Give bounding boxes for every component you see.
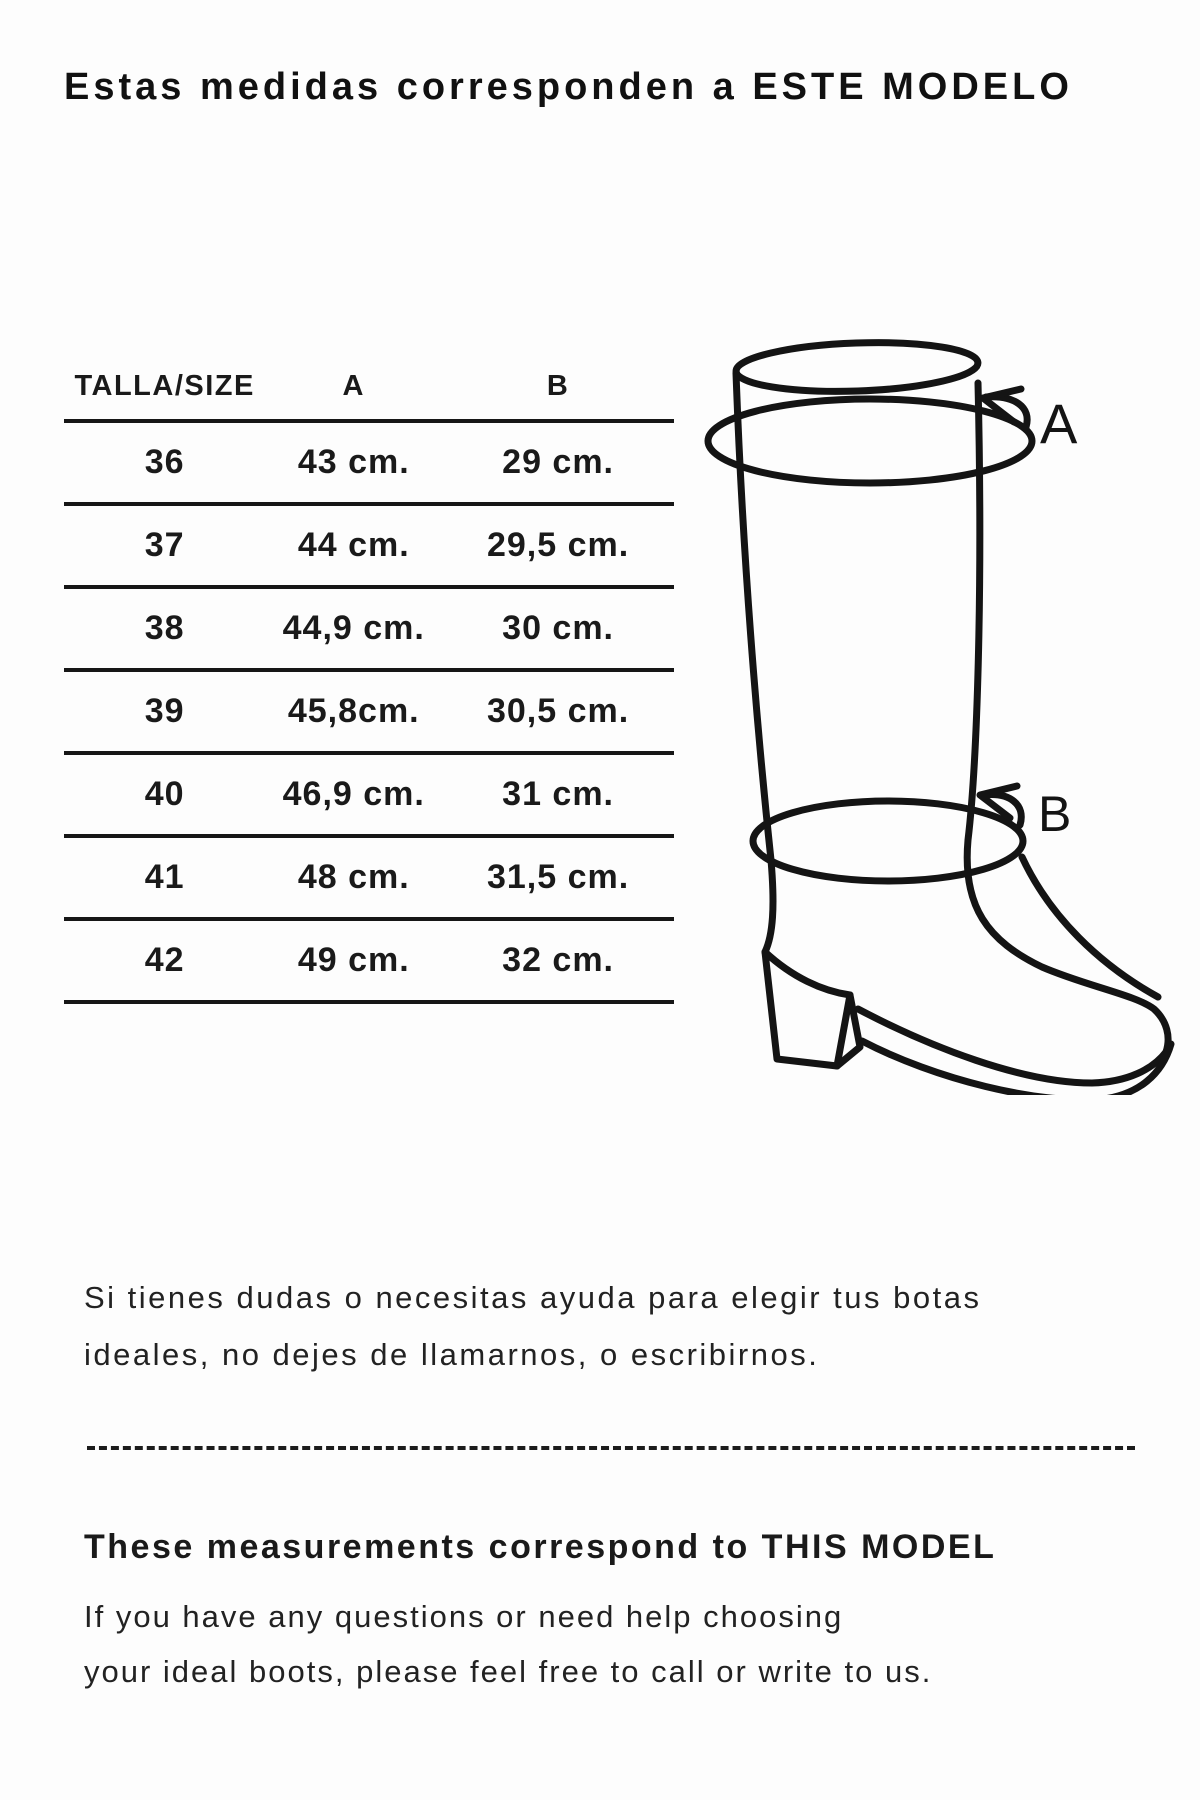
cell-size: 38 — [144, 609, 185, 647]
cell-a: 46,9 cm. — [282, 775, 425, 813]
english-help-text — [84, 1589, 996, 1699]
cell-size: 42 — [144, 941, 185, 979]
table-row — [64, 419, 674, 502]
cell-b: 31 cm. — [502, 775, 615, 813]
cell-size: 37 — [144, 526, 185, 564]
cell-size: 40 — [144, 775, 185, 813]
page-title: Estas medidas corresponden a ESTE MODELO — [64, 66, 1073, 108]
cell-b: 30 cm. — [502, 609, 615, 647]
table-row — [64, 917, 674, 1000]
column-header-a: A — [342, 369, 365, 402]
cell-b: 32 cm. — [502, 941, 615, 979]
column-header-b: B — [546, 369, 570, 402]
english-help-line-2: your ideal boots, please feel free to call or write to us. — [84, 1654, 933, 1689]
spanish-help-line-1: Si tienes dudas o necesitas ayuda para elegir tus botas — [84, 1280, 982, 1315]
cell-b: 31,5 cm. — [486, 858, 630, 896]
boot-illustration-icon — [630, 295, 1200, 1095]
cell-a: 43 cm. — [297, 443, 410, 481]
cell-b: 30,5 cm. — [486, 692, 630, 730]
english-help-line-1: If you have any questions or need help choosing — [84, 1599, 844, 1634]
size-table-header-row — [64, 353, 674, 419]
cell-a: 49 cm. — [297, 941, 410, 979]
cell-size: 36 — [144, 443, 185, 481]
cell-a: 44,9 cm. — [282, 609, 425, 647]
table-row — [64, 668, 674, 751]
cell-a: 48 cm. — [297, 858, 410, 896]
cell-a: 44 cm. — [297, 526, 410, 564]
spanish-help-line-2: ideales, no dejes de llamarnos, o escribirnos. — [84, 1337, 820, 1372]
measurement-label-a: A — [1040, 392, 1078, 455]
column-header-size: TALLA/SIZE — [74, 369, 255, 402]
boot-measurement-diagram — [630, 295, 1200, 1095]
dashed-divider — [87, 1446, 1135, 1450]
size-table — [64, 353, 674, 1004]
cell-b: 29,5 cm. — [486, 526, 630, 564]
cell-b: 29 cm. — [502, 443, 615, 481]
table-row — [64, 585, 674, 668]
cell-size: 41 — [144, 858, 185, 896]
english-heading: These measurements correspond to THIS MODEL — [84, 1528, 997, 1566]
table-row — [64, 751, 674, 834]
cell-a: 45,8cm. — [287, 692, 420, 730]
measurement-label-b: B — [1038, 786, 1072, 842]
english-help-section — [84, 1528, 996, 1699]
spanish-help-text — [84, 1269, 981, 1383]
table-row — [64, 834, 674, 917]
cell-size: 39 — [144, 692, 185, 730]
table-row — [64, 502, 674, 585]
